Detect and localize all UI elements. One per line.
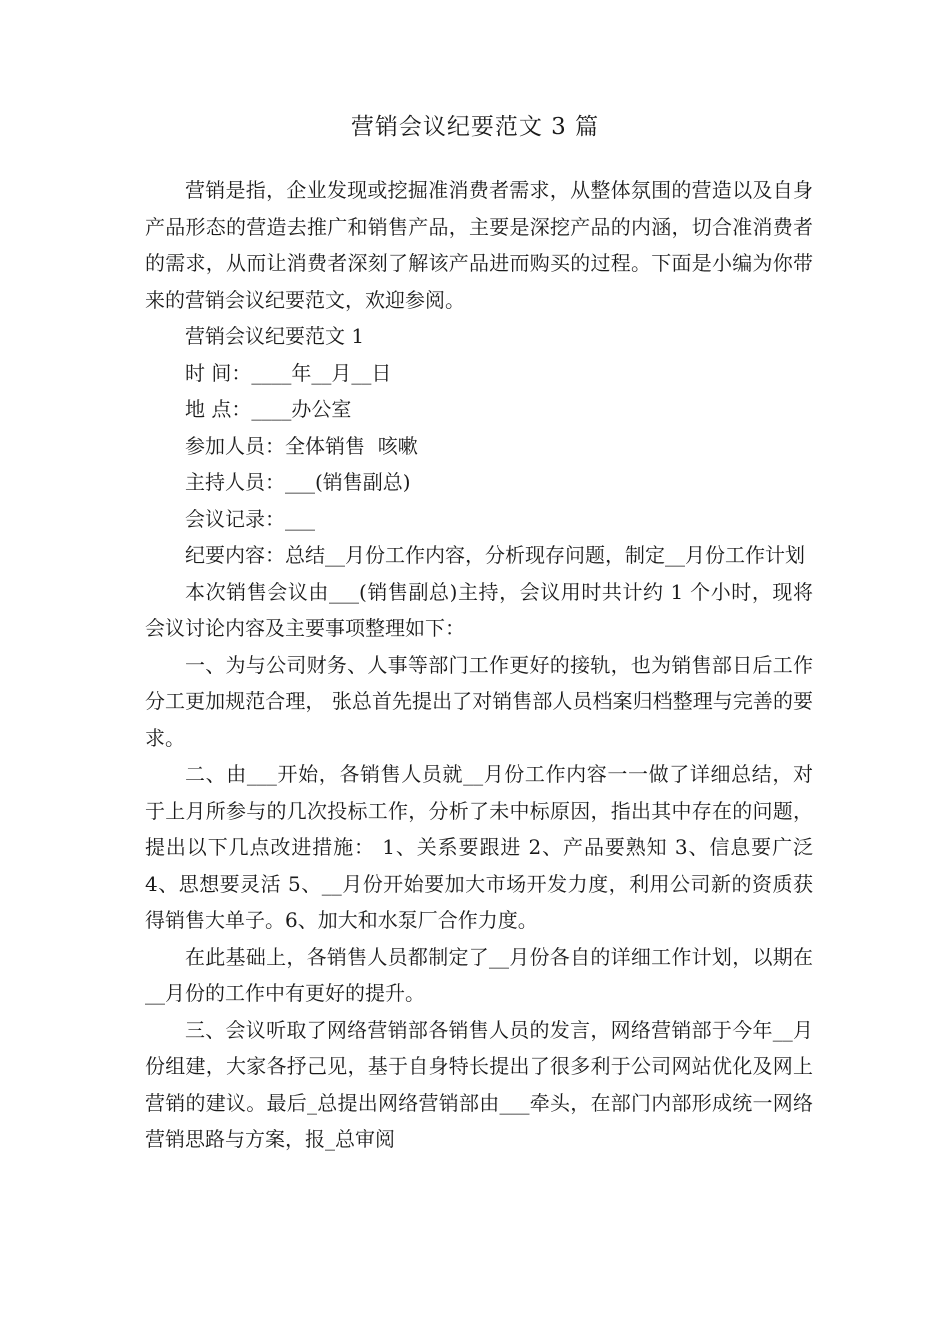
item-three: 三、会议听取了网络营销部各销售人员的发言，网络营销部于今年__月份组建，大家各抒己见，基于自身特长提出了很多利于公司网站优化及网上营销的建议。最后_总提出网络营销部由___牵头，在部门内部形成统一网络营销思路与方案，报_总审阅 [145, 1017, 813, 1151]
meeting-overview: 本次销售会议由___(销售副总)主持，会议用时共计约 1 个小时，现将会议讨论内容及主要事项整理如下： [145, 579, 813, 640]
meeting-recorder: 会议记录：___ [185, 506, 315, 531]
work-plan-paragraph: 在此基础上，各销售人员都制定了__月份各自的详细工作计划，以期在__月份的工作中有更好的提升。 [145, 944, 813, 1005]
meeting-attendees: 参加人员：全体销售 咳嗽 [185, 433, 418, 458]
meeting-location: 地 点：____办公室 [185, 397, 352, 421]
meeting-time: 时 间：____年__月__日 [185, 360, 392, 385]
intro-paragraph: 营销是指，企业发现或挖掘准消费者需求，从整体氛围的营造以及自身产品形态的营造去推广和销售产品，主要是深挖产品的内涵，切合准消费者的需求，从而让消费者深刻了解该产品进而购买的过程。下面是小编为你带来的营销会议纪要范文，欢迎参阅。 [145, 178, 813, 312]
item-one: 一、为与公司财务、人事等部门工作更好的接轨，也为销售部日后工作分工更加规范合理， 张总首先提出了对销售部人员档案归档整理与完善的要求。 [145, 652, 813, 750]
meeting-summary: 纪要内容：总结__月份工作内容，分析现存问题，制定__月份工作计划 [185, 543, 805, 567]
meeting-host: 主持人员：___(销售副总) [185, 470, 411, 494]
item-two: 二、由___开始，各销售人员就__月份工作内容一一做了详细总结，对于上月所参与的几次投标工作，分析了未中标原因，指出其中存在的问题，提出以下几点改进措施： 1、关系要跟进 2、产品要熟知 3、信息要广泛 4、思想要灵活 5、__月份开始要加大市场开发力度，利用公司新的资质获得销售大单子。6、加大和水泵厂合作力度。 [145, 762, 820, 932]
document-body [145, 172, 820, 1158]
sample-heading: 营销会议纪要范文 1 [185, 324, 365, 348]
document-title: 营销会议纪要范文 3 篇 [350, 114, 600, 140]
